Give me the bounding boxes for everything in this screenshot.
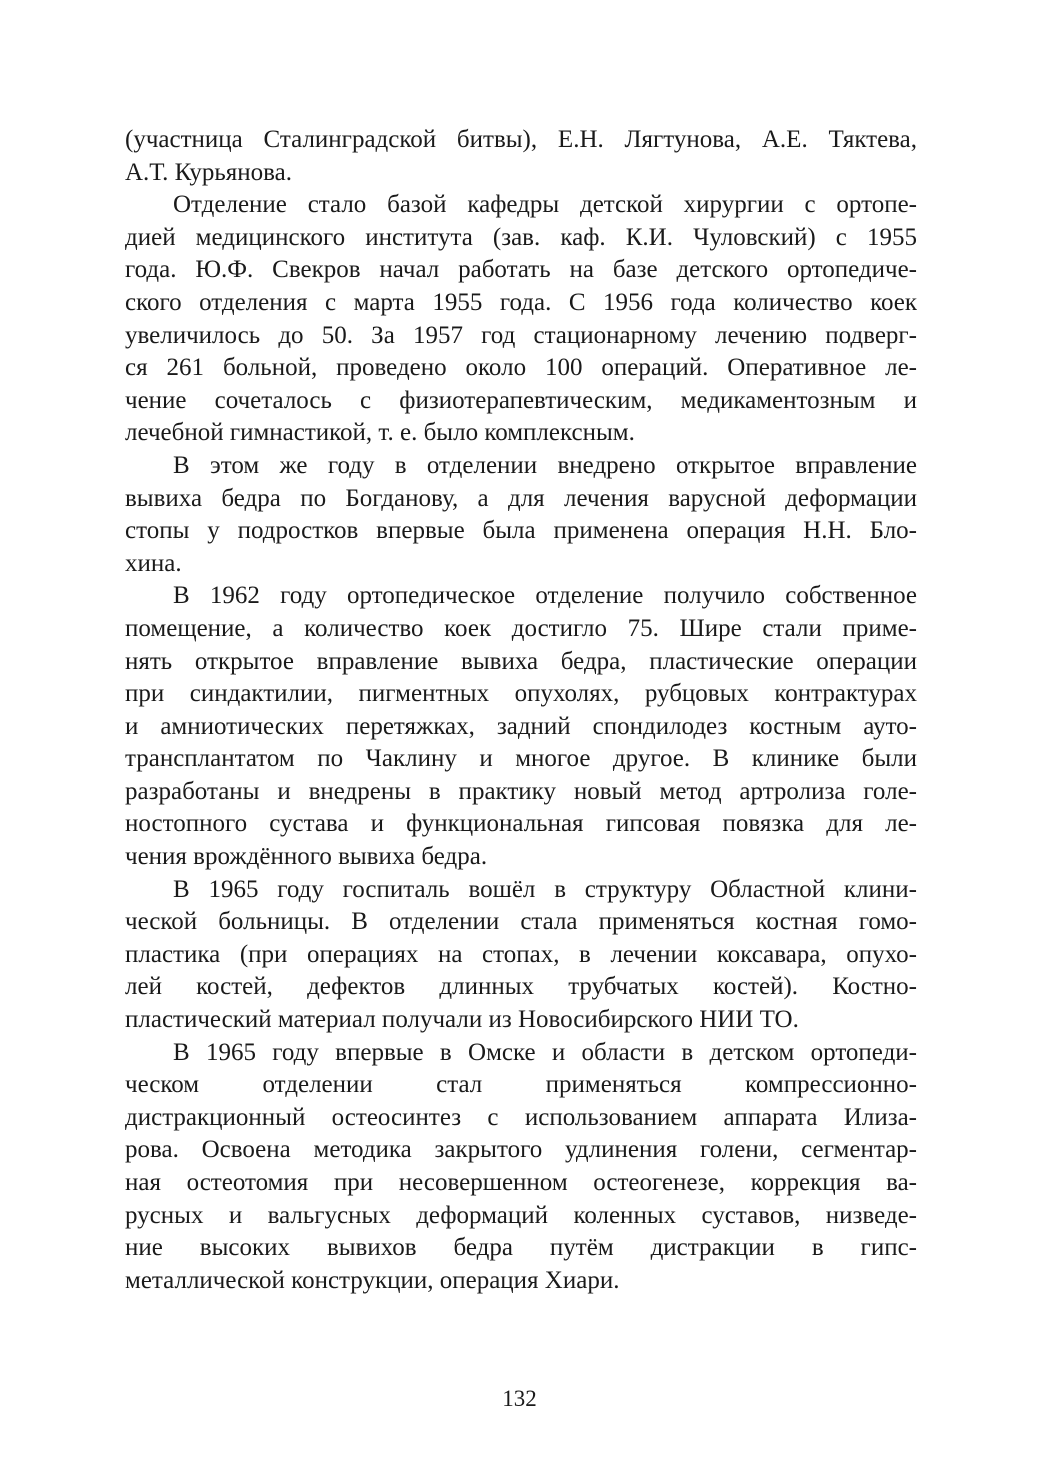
text-line: помещение, а количество коек достигло 75. Шире стали приме- [125,614,917,642]
text-line: ся 261 больной, проведено около 100 операций. Оперативное ле- [125,354,917,382]
text-line: А.Т. Курьянова. [125,158,292,186]
text-line: ние высоких вывихов бедра путём дистракции в гипс- [125,1234,917,1262]
text-line: увеличилось до 50. За 1957 год стационарному лечению подверг- [125,321,917,349]
text-line: ная остеотомия при несовершенном остеогенезе, коррекция ва- [125,1169,917,1196]
paragraph-first-line: В 1965 году впервые в Омске и области в детском ортопеди- [173,1038,917,1066]
text-line: ческой больницы. В отделении стала применяться костная гомо- [125,908,917,936]
text-line: разработаны и внедрены в практику новый метод артролиза голе- [125,777,917,805]
text-line: лечебной гимнастикой, т. е. было комплексным. [125,419,635,447]
text-line: ческом отделении стал применяться компрессионно- [125,1071,917,1099]
paragraph-first-line: Отделение стало базой кафедры детской хирургии с ортопе- [173,191,917,219]
text-line: чения врождённого вывиха бедра. [125,843,488,871]
text-line: пластика (при операциях на стопах, в лечении коксавара, опухо- [125,940,917,968]
text-line: года. Ю.Ф. Свекров начал работать на базе детского ортопедиче- [125,256,917,284]
text-line: чение сочеталось с физиотерапевтическим, медикаментозным и [125,386,917,414]
text-line: трансплантатом по Чаклину и многое другое. В клинике были [125,745,917,773]
text-line: хина. [125,549,182,577]
text-line: лей костей, дефектов длинных трубчатых костей). Костно- [125,973,917,1001]
paragraph-first-line: В 1965 году госпиталь вошёл в структуру Областной клини- [173,875,917,903]
text-line: рова. Освоена методика закрытого удлинения голени, сегментар- [125,1136,917,1164]
text-line: ского отделения с марта 1955 года. С 1956 года количество коек [125,288,917,316]
text-line: (участница Сталинградской битвы), Е.Н. Лягтунова, А.Е. Тяктева, [125,126,917,153]
text-line: русных и вальгусных деформаций коленных суставов, низведе- [125,1201,917,1229]
text-line: нять открытое вправление вывиха бедра, пластические операции [125,647,917,675]
page-number: 132 [502,1386,537,1411]
page-body [125,124,917,1297]
text-line: и амниотических перетяжках, задний спондилодез костным ауто- [125,712,917,740]
text-line: вывиха бедра по Богданову, а для лечения варусной деформации [125,484,917,512]
text-line: пластический материал получали из Новосибирского НИИ ТО. [125,1006,799,1034]
text-line: при синдактилии, пигментных опухолях, рубцовых контрактурах [125,680,917,708]
text-line: ностопного сустава и функциональная гипсовая повязка для ле- [125,810,917,838]
text-line: металлической конструкции, операция Хиари. [125,1266,620,1294]
text-line: стопы у подростков впервые была применена операция Н.Н. Бло- [125,517,917,545]
text-line: дией медицинского института (зав. каф. К.И. Чуловский) с 1955 [125,223,917,251]
text-line: дистракционный остеосинтез с использованием аппарата Илиза- [125,1103,917,1131]
paragraph-first-line: В этом же году в отделении внедрено открытое вправление [173,451,917,479]
paragraph-first-line: В 1962 году ортопедическое отделение получило собственное [173,582,917,610]
